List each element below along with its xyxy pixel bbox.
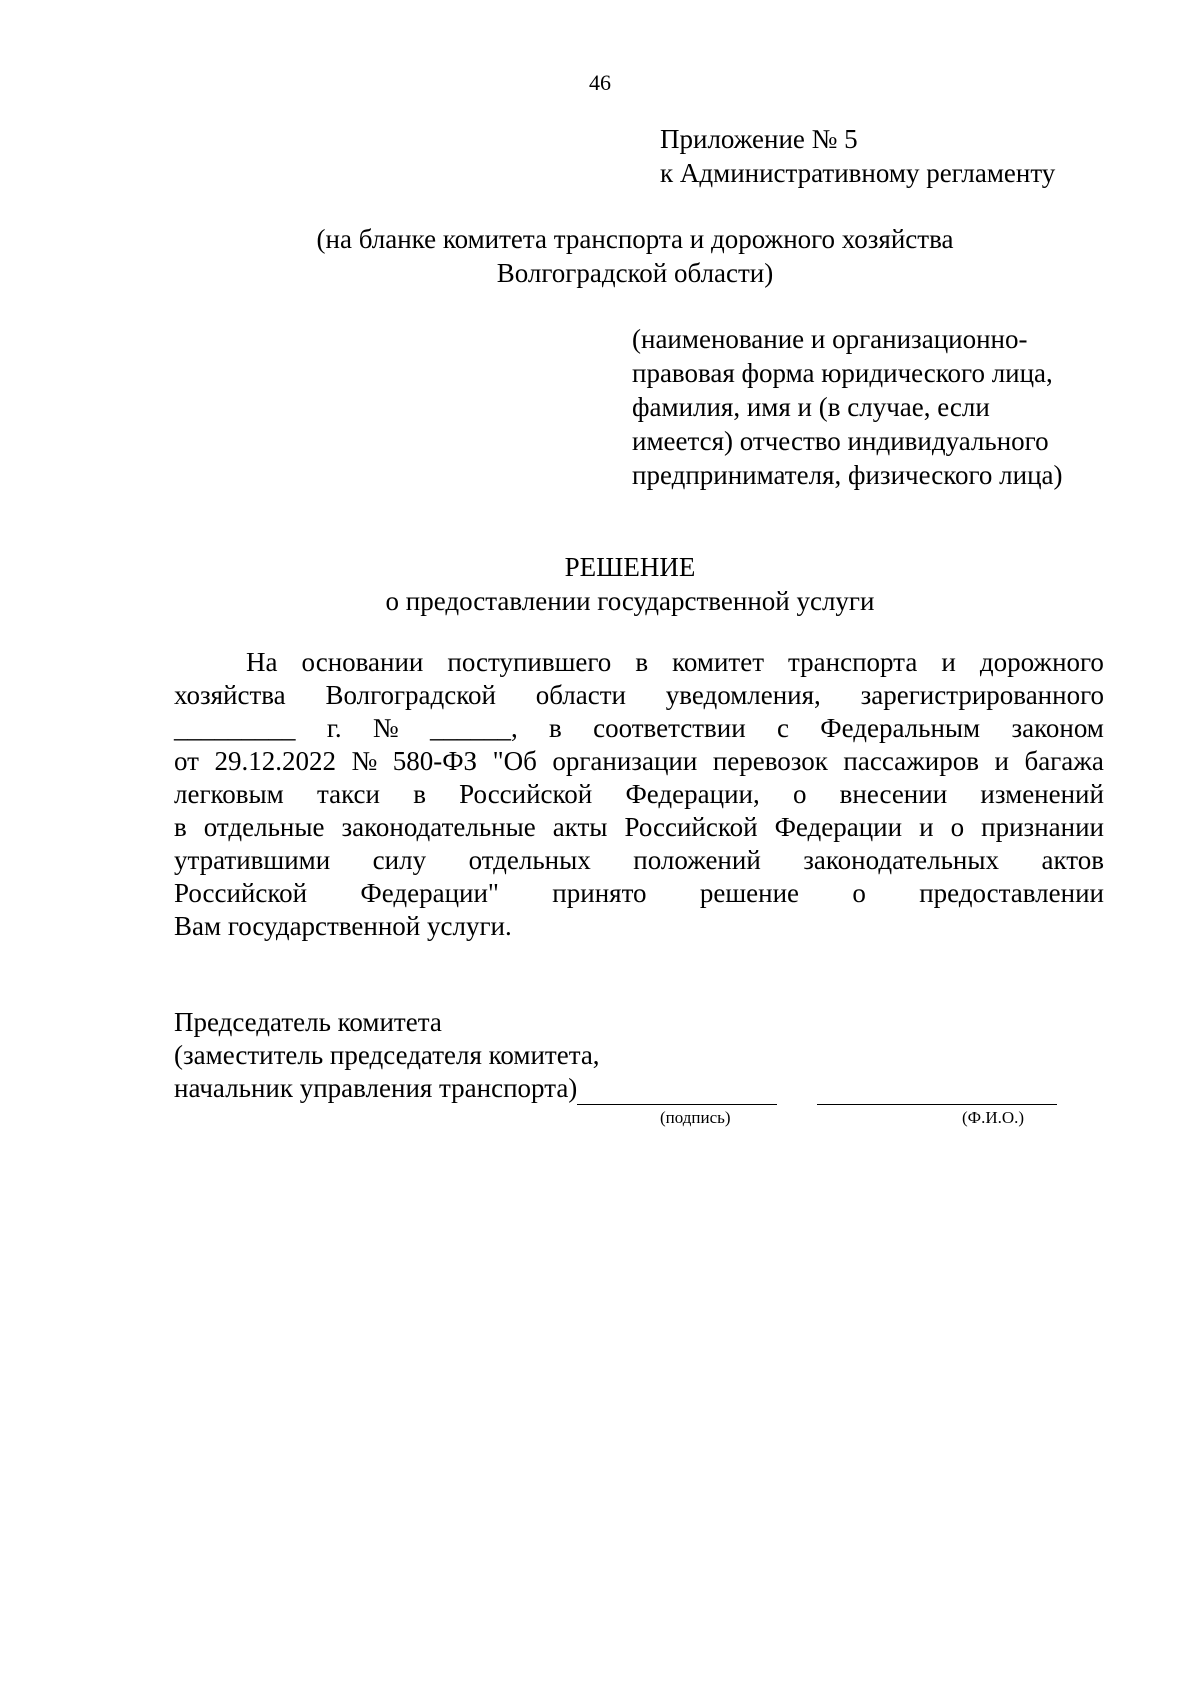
recipient-line: имеется) отчество индивидуального [632,426,1049,456]
body-word: изменений [980,779,1104,809]
body-word: пассажиров [843,746,979,776]
body-line [174,646,1104,679]
body-word: перевозок [712,746,828,776]
body-word: актов [1041,845,1104,875]
appendix-header [660,122,1055,190]
body-line [174,712,1104,745]
body-word: отдельные [203,812,325,842]
page-number: 46 [589,70,611,95]
body-word: 580-ФЗ [392,746,478,776]
body-word: зарегистрированного [860,680,1104,710]
body-word: Российской [624,812,758,842]
body-line [174,745,1104,778]
body-word: организации [552,746,698,776]
body-word: и [941,647,956,677]
body-text: Вам государственной услуги. [174,911,512,941]
body-word: области [535,680,626,710]
body-word: № [351,746,378,776]
body-line-last [174,910,1104,943]
signature-caption: (подпись) [660,1108,731,1127]
recipient-line: фамилия, имя и (в случае, если [632,392,990,422]
body-line [174,811,1104,844]
letterhead-note-line-2: Волгоградской области) [496,258,774,288]
appendix-line-2: к Административному регламенту [660,158,1056,188]
recipient-line: предпринимателя, физического лица) [632,460,1063,490]
body-line [174,778,1104,811]
appendix-line-1: Приложение № 5 [660,124,858,154]
body-word: хозяйства [174,680,286,710]
body-word: соответствии [593,713,746,743]
signature-block [174,1006,1057,1105]
body-word: в [413,779,426,809]
body-word: Российской [459,779,593,809]
body-word: решение [699,878,799,908]
signature-blank [577,1078,777,1105]
body-word: На [246,647,278,677]
body-word: _________ [174,713,296,743]
body-word: г. [326,713,342,743]
body-word: силу [372,845,427,875]
body-word: принято [552,878,647,908]
recipient-line: правовая форма юридического лица, [632,358,1053,388]
body-line [174,679,1104,712]
body-word: в [174,812,187,842]
body-word: транспорта [788,647,918,677]
letterhead-note-line-1: (на бланке комитета транспорта и дорожного хозяйства [316,224,954,254]
recipient-line: (наименование и организационно- [632,324,1028,354]
body-word: в [549,713,562,743]
body-word: дорожного [979,647,1104,677]
body-word: комитет [672,647,764,677]
body-line [174,844,1104,877]
body-word: утратившими [174,845,331,875]
body-word: Федеральным [820,713,981,743]
body-word: Федерации [774,812,903,842]
body-word: о [852,878,866,908]
body-word: законом [1011,713,1104,743]
body-word: в [635,647,649,677]
document-title [0,550,1200,618]
body-word: внесении [839,779,948,809]
body-word: о [792,779,807,809]
signature-row [174,1072,1057,1105]
body-word: уведомления, [665,680,821,710]
body-word: положений [633,845,761,875]
body-word: Федерации" [360,878,499,908]
recipient-block [632,322,1063,492]
body-word: 29.12.2022 [214,746,336,776]
body-word: такси [316,779,380,809]
body-word: законодательные [341,812,536,842]
body-word: о [950,812,965,842]
body-line [174,877,1104,910]
letterhead-note [0,222,1200,290]
signatory-title-alt: (заместитель председателя комитета, [174,1040,600,1070]
title-subheading: о предоставлении государственной услуги [385,586,875,616]
body-word: законодательных [803,845,1000,875]
signatory-title: Председатель комитета [174,1007,442,1037]
body-word: от [174,746,199,776]
decision-body [174,646,1104,943]
body-word: предоставлении [919,878,1104,908]
body-word: легковым [174,779,284,809]
body-word: "Об [492,746,537,776]
signatory-title-alt-2: начальник управления транспорта) [174,1073,578,1103]
body-word: основании [301,647,424,677]
body-word: ______, [429,713,518,743]
body-word: Российской [174,878,308,908]
body-word: и [994,746,1009,776]
body-word: и [919,812,934,842]
body-word: Волгоградской [325,680,496,710]
body-word: Федерации, [625,779,760,809]
name-blank [817,1078,1057,1105]
body-word: с [776,713,789,743]
title-heading: РЕШЕНИЕ [564,552,696,582]
body-word: № [372,713,399,743]
body-word: признании [981,812,1104,842]
name-caption: (Ф.И.О.) [962,1108,1025,1127]
body-word: акты [552,812,608,842]
body-word: отдельных [468,845,591,875]
body-word: багажа [1024,746,1104,776]
body-word: поступившего [447,647,612,677]
